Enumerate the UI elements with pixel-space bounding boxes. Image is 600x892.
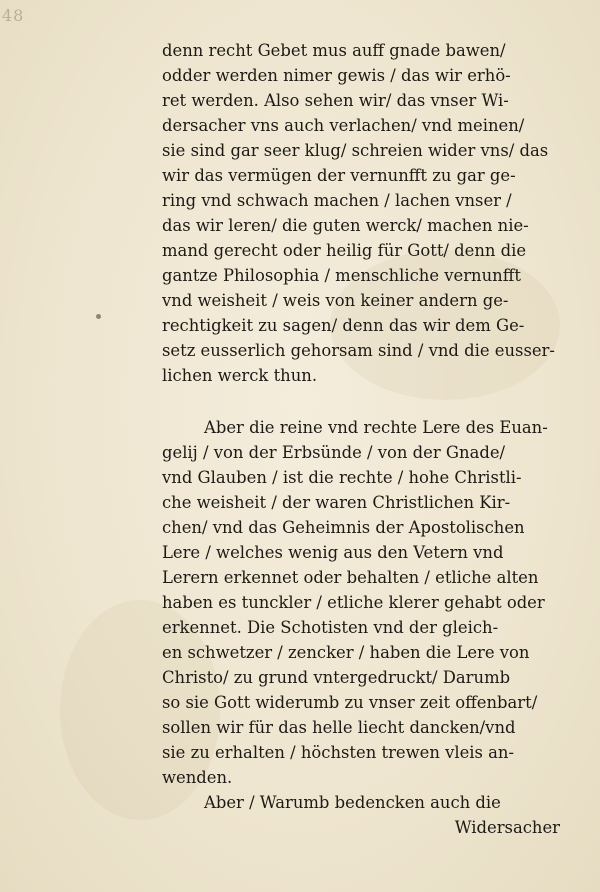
paragraph-2	[162, 415, 582, 790]
text-line: rechtigkeit zu sagen/ denn das wir dem Ge‑	[162, 316, 525, 335]
margin-mark	[96, 314, 101, 319]
text-line: setz eusserlich gehorsam sind / vnd die eusser‑	[162, 341, 555, 360]
text-line: wir das vermügen der vernunfft zu gar ge‑	[162, 166, 516, 185]
text-line: das wir leren/ die guten werck/ machen nie‑	[162, 216, 529, 235]
text-line: erkennet. Die Schotisten vnd der gleich‑	[162, 618, 499, 637]
text-line: Christo/ zu grund vntergedruckt/ Darumb	[162, 668, 511, 687]
text-line: vnd Glauben / ist die rechte / hohe Christli‑	[162, 468, 522, 487]
catchword: Widersacher	[454, 818, 560, 837]
text-line: Lere / welches wenig aus den Vetern vnd	[162, 543, 504, 562]
text-line: Lerern erkennet oder behalten / etliche alten	[162, 568, 539, 587]
paragraph-1	[162, 38, 582, 388]
text-line: ret werden. Also sehen wir/ das vnser Wi‑	[162, 91, 509, 110]
text-line: dersacher vns auch verlachen/ vnd meinen/	[162, 116, 525, 135]
text-line: gantze Philosophia / menschliche vernunfft	[162, 266, 521, 285]
text-line: chen/ vnd das Geheimnis der Apostolischen	[162, 518, 525, 537]
text-line: che weisheit / der waren Christlichen Kir‑	[162, 493, 511, 512]
text-line: so sie Gott widerumb zu vnser zeit offenbart/	[162, 693, 538, 712]
text-block	[162, 38, 582, 840]
paragraph-gap	[162, 388, 582, 415]
text-line: haben es tunckler / etliche klerer gehabt oder	[162, 593, 545, 612]
folio-number: 48	[2, 6, 25, 25]
text-line: ring vnd schwach machen / lachen vnser /	[162, 191, 512, 210]
text-line: en schwetzer / zencker / haben die Lere von	[162, 643, 530, 662]
text-line: sie zu erhalten / höchsten trewen vleis an‑	[162, 743, 515, 762]
text-line: gelij / von der Erbsünde / von der Gnade/	[162, 443, 506, 462]
text-line: vnd weisheit / weis von keiner andern ge‑	[162, 291, 509, 310]
closing-line: Aber / Warumb bedencken auch die	[204, 793, 501, 812]
text-line: sollen wir für das helle liecht dancken/vnd	[162, 718, 516, 737]
text-line: odder werden nimer gewis / das wir erhö‑	[162, 66, 511, 85]
text-line: Aber die reine vnd rechte Lere des Euan‑	[204, 418, 548, 437]
text-line: lichen werck thun.	[162, 366, 318, 385]
text-line: mand gerecht oder heilig für Gott/ denn die	[162, 241, 527, 260]
text-line: wenden.	[162, 768, 233, 787]
text-line: denn recht Gebet mus auff gnade bawen/	[162, 41, 506, 60]
text-line: sie sind gar seer klug/ schreien wider vns/ das	[162, 141, 549, 160]
